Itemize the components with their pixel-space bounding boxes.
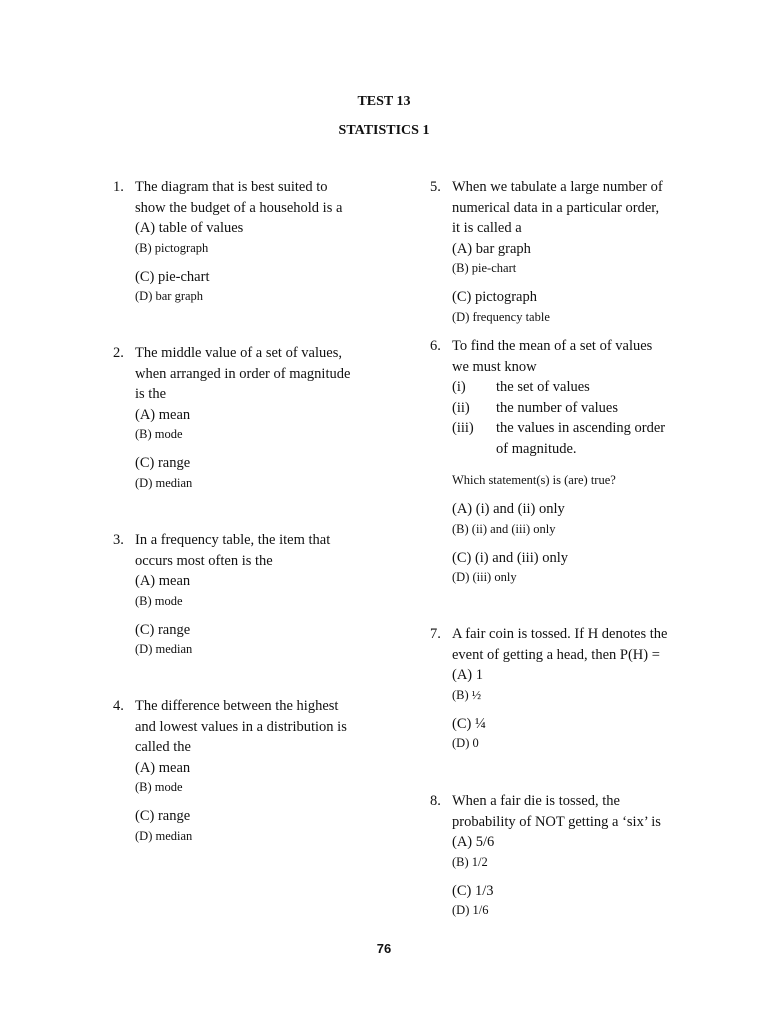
question-number: 4. [113,698,124,714]
question-text-line: A fair coin is tossed. If H denotes the [452,626,668,642]
option-a: (A) mean [135,759,191,776]
question-number: 8. [430,793,441,809]
question-text-line: probability of NOT getting a ‘six’ is [452,813,661,830]
question-text-line: When a fair die is tossed, the [452,793,620,809]
option-a: (A) table of values [135,220,244,236]
option-c: (C) ¼ [452,715,486,732]
question-text-line: The diagram that is best suited to [135,179,328,195]
option-c: (C) range [135,808,191,824]
option-b: (B) pie-chart [452,261,517,275]
question-text-line: it is called a [452,220,522,236]
option-a: (A) (i) and (ii) only [452,501,565,517]
question-text-line: occurs most often is the [135,552,273,569]
question-text-line: and lowest values in a distribution is [135,718,347,735]
question-text-line: we must know [452,358,537,375]
option-c: (C) pie-chart [135,268,210,285]
sub-item-iii [452,418,665,439]
question-text-line: To find the mean of a set of values [452,338,653,354]
question-number: 3. [113,532,124,548]
option-d: (D) (iii) only [452,570,517,584]
option-a: (A) bar graph [452,240,531,257]
option-b: (B) ½ [452,687,482,702]
option-b: (B) (ii) and (iii) only [452,521,556,536]
option-c: (C) pictograph [452,289,537,305]
option-d: (D) 0 [452,736,479,750]
roman-numeral: (iii) [452,420,474,436]
option-b: (B) mode [135,780,183,794]
option-a: (A) 1 [452,667,484,683]
sub-item-text: the values in ascending order [496,420,666,436]
subject-title: STATISTICS 1 [338,123,430,138]
question-number: 2. [113,345,124,361]
roman-numeral: (ii) [452,399,470,416]
option-a: (A) mean [135,406,191,423]
option-d: (D) bar graph [135,289,204,303]
option-b: (B) pictograph [135,240,209,255]
option-d: (D) median [135,828,193,843]
option-c: (C) 1/3 [452,882,494,899]
question-text-line: When we tabulate a large number of [452,179,663,195]
question-text-line: numerical data in a particular order, [452,199,660,216]
sub-item-i [452,377,665,398]
sub-item-text: the number of values [496,399,619,416]
option-d: (D) frequency table [452,309,550,324]
question-text-line: In a frequency table, the item that [135,532,331,548]
question-text-line: The difference between the highest [135,698,339,714]
option-d: (D) median [135,642,193,656]
question-text-line: when arranged in order of magnitude [135,365,351,382]
option-c: (C) range [135,455,191,471]
question-text-line: The middle value of a set of values, [135,345,342,361]
statement-prompt: Which statement(s) is (are) true? [452,473,616,487]
option-a: (A) mean [135,573,191,589]
option-c: (C) (i) and (iii) only [452,549,568,566]
question-number: 6. [430,338,441,354]
sub-item-text: the set of values [496,379,590,395]
test-title: TEST 13 [357,94,411,109]
question-text-line: called the [135,739,191,755]
sub-item-ii [452,398,665,419]
roman-numeral: (i) [452,379,466,395]
question-text-line: event of getting a head, then P(H) = [452,646,660,663]
option-d: (D) median [135,475,193,490]
question-number: 7. [430,626,441,642]
sub-item-continuation: of magnitude. [496,440,577,457]
option-a: (A) 5/6 [452,834,495,850]
option-b: (B) mode [135,427,183,441]
option-d: (D) 1/6 [452,903,489,917]
option-b: (B) mode [135,593,183,608]
page-number: 76 [376,941,392,956]
question-number: 1. [113,179,124,195]
question-text-line: is the [135,386,167,402]
question-text-line: show the budget of a household is a [135,199,343,216]
question-number: 5. [430,179,441,195]
option-b: (B) 1/2 [452,854,488,869]
option-c: (C) range [135,621,191,638]
